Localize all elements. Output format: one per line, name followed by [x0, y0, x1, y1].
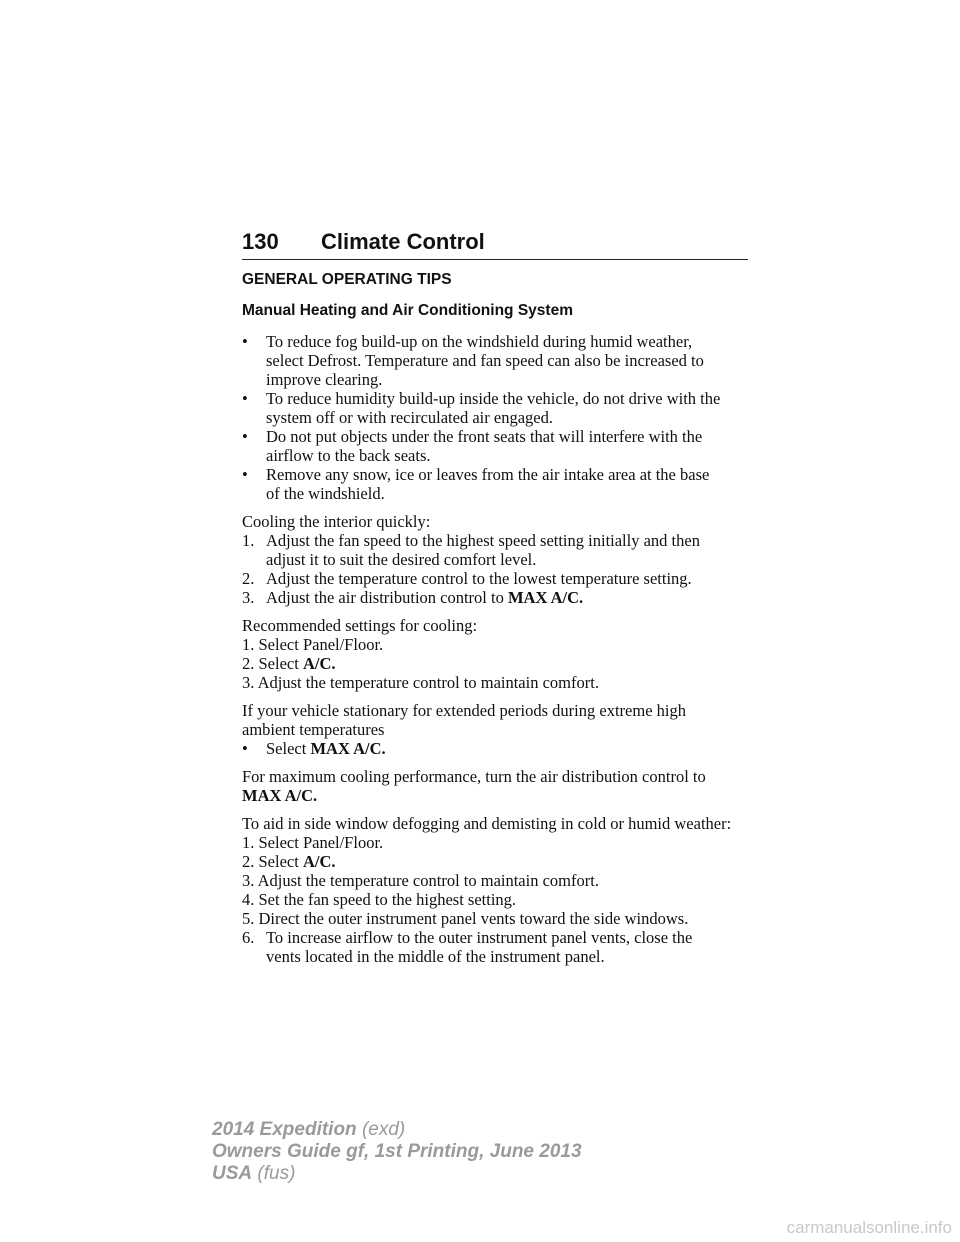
step-line: [242, 852, 762, 871]
max-cooling-block: [242, 767, 762, 805]
step-number: 2.: [242, 569, 255, 588]
list-item-line: airflow to the back seats.: [266, 446, 431, 465]
step-text: Select: [266, 739, 311, 758]
recommended-block: [242, 616, 762, 692]
paragraph-line: For maximum cooling performance, turn the air distribution control to: [242, 767, 706, 786]
step-line: 1. Select Panel/Floor.: [242, 635, 384, 654]
stationary-block: [242, 701, 762, 758]
step-line: adjust it to suit the desired comfort level.: [266, 550, 537, 569]
page-number: 130: [242, 229, 279, 254]
cooling-quickly-block: [242, 512, 762, 607]
step-line: Adjust the temperature control to the lowest temperature setting.: [266, 569, 692, 588]
main-heading: GENERAL OPERATING TIPS: [242, 271, 452, 288]
paragraph-bold-term: MAX A/C.: [242, 786, 318, 805]
footer-code: (exd): [356, 1119, 406, 1140]
page-header: [242, 229, 748, 260]
numbered-step: [242, 928, 762, 966]
tips-list: [242, 332, 762, 503]
step-bold-term: A/C.: [302, 654, 336, 673]
step-bold-term: MAX A/C.: [507, 588, 584, 607]
step-line: 3. Adjust the temperature control to maintain comfort.: [242, 673, 599, 692]
subheading: Manual Heating and Air Conditioning System: [242, 302, 573, 319]
bullet-glyph: •: [242, 427, 248, 446]
print-footer: [212, 1119, 582, 1185]
bullet-glyph: •: [242, 465, 248, 484]
step-line: vents located in the middle of the instrument panel.: [266, 947, 605, 966]
bullet-glyph: •: [242, 332, 248, 351]
list-item-line: Do not put objects under the front seats that will interfere with the: [266, 427, 703, 446]
list-item: [242, 739, 762, 758]
section-title: Climate Control: [321, 229, 485, 254]
list-item: [242, 465, 762, 503]
step-bold-term: A/C.: [302, 852, 336, 871]
bullet-glyph: •: [242, 739, 248, 758]
step-number: 3.: [242, 588, 255, 607]
step-text: Adjust the air distribution control to: [266, 588, 508, 607]
defog-block: [242, 814, 762, 966]
cooling-intro: Cooling the interior quickly:: [242, 512, 431, 531]
step-line: 1. Select Panel/Floor.: [242, 833, 384, 852]
step-line: Adjust the fan speed to the highest speed setting initially and then: [266, 531, 700, 550]
paragraph-line: ambient temperatures: [242, 720, 385, 739]
bullet-glyph: •: [242, 389, 248, 408]
step-number: 1.: [242, 531, 255, 550]
list-item: [242, 389, 762, 427]
step-text: 2. Select: [242, 654, 303, 673]
list-item-line: To reduce humidity build-up inside the vehicle, do not drive with the: [266, 389, 721, 408]
list-item-line: system off or with recirculated air engaged.: [266, 408, 553, 427]
list-item: [242, 427, 762, 465]
step-line: [242, 654, 762, 673]
list-item-line: Remove any snow, ice or leaves from the air intake area at the base: [266, 465, 710, 484]
numbered-step: [242, 531, 762, 569]
watermark: carmanualsonline.info: [786, 1218, 952, 1237]
page-content: [242, 270, 762, 975]
recommended-intro: Recommended settings for cooling:: [242, 616, 478, 635]
step-line: 4. Set the fan speed to the highest setting.: [242, 890, 517, 909]
step-text: 2. Select: [242, 852, 303, 871]
footer-market: USA: [212, 1163, 253, 1184]
step-line: To increase airflow to the outer instrument panel vents, close the: [266, 928, 693, 947]
step-number: 6.: [242, 928, 255, 947]
numbered-step: [242, 569, 762, 588]
list-item-line: To reduce fog build-up on the windshield during humid weather,: [266, 332, 693, 351]
list-item: [242, 332, 762, 389]
defog-intro: To aid in side window defogging and demisting in cold or humid weather:: [242, 814, 732, 833]
list-item-line: improve clearing.: [266, 370, 383, 389]
step-line: 5. Direct the outer instrument panel vents toward the side windows.: [242, 909, 689, 928]
footer-line: [212, 1163, 582, 1185]
list-item-line: select Defrost. Temperature and fan speed can also be increased to: [266, 351, 704, 370]
numbered-step: [242, 588, 762, 607]
step-line: 3. Adjust the temperature control to maintain comfort.: [242, 871, 599, 890]
paragraph-line: If your vehicle stationary for extended periods during extreme high: [242, 701, 686, 720]
footer-code: (fus): [252, 1163, 296, 1184]
footer-line: [212, 1119, 582, 1141]
footer-model: 2014 Expedition: [212, 1119, 357, 1140]
step-bold-term: MAX A/C.: [310, 739, 386, 758]
footer-edition: Owners Guide gf, 1st Printing, June 2013: [212, 1141, 582, 1162]
list-item-line: of the windshield.: [266, 484, 385, 503]
